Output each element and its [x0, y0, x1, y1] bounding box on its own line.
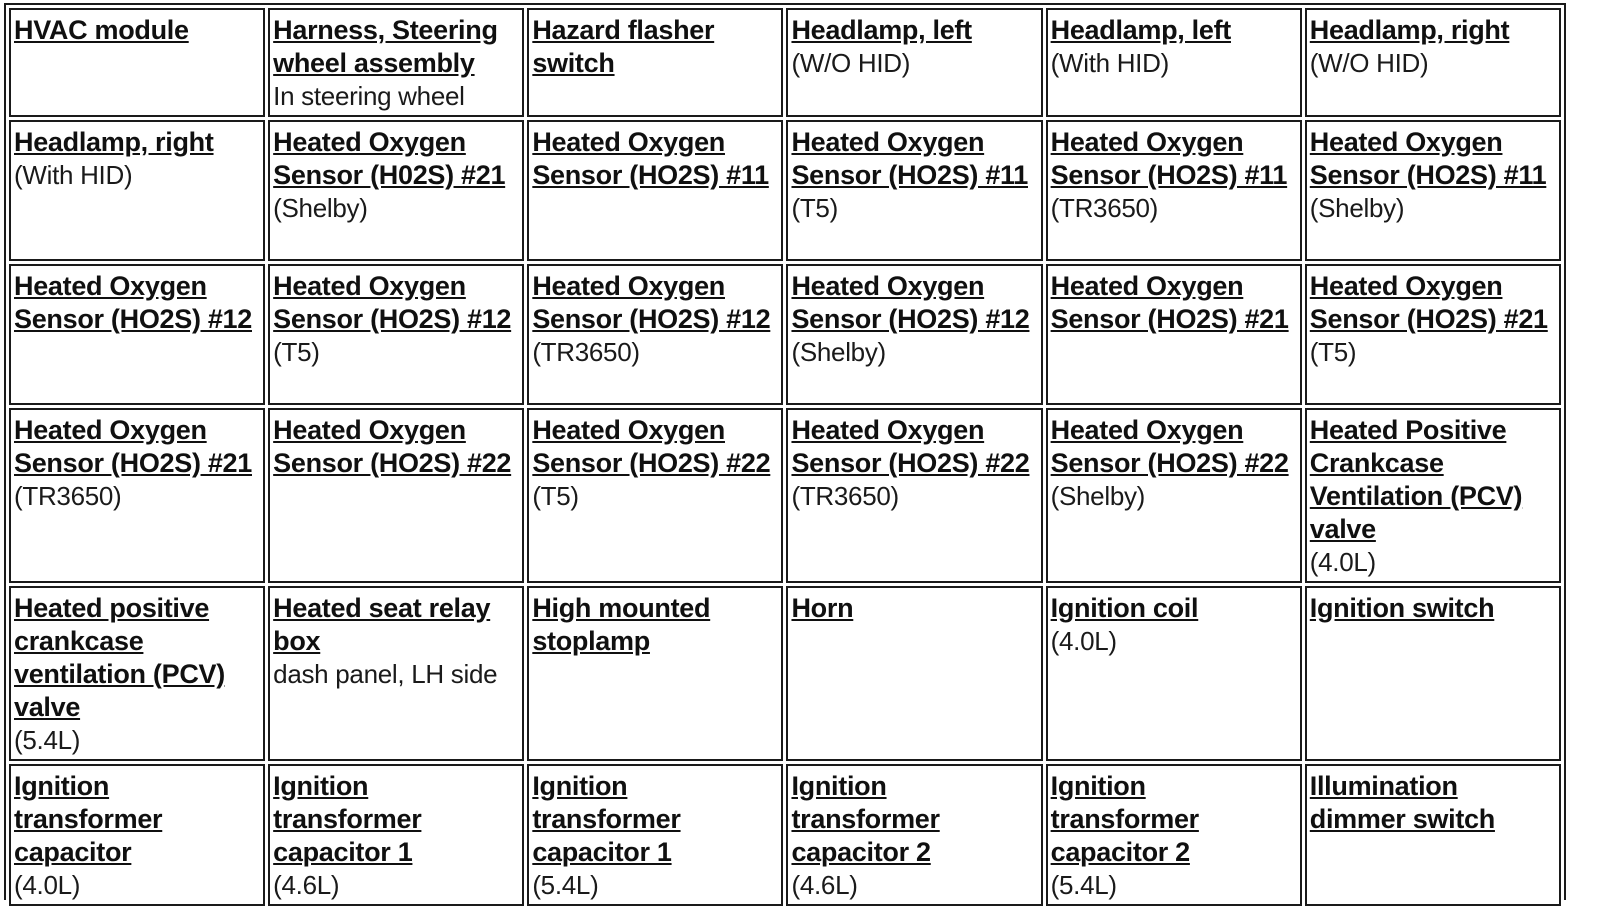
grid-cell: [786, 8, 1042, 117]
component-link[interactable]: Heated Oxygen Sensor (HO2S) #22: [1050, 415, 1289, 478]
component-note: (With HID): [1050, 48, 1169, 78]
grid-cell: [268, 8, 524, 117]
component-link[interactable]: Heated Positive Crankcase Ventilation (PCV) valve: [1309, 415, 1523, 544]
table-row: [9, 764, 1561, 906]
grid-cell: [527, 408, 783, 583]
component-index-grid: [4, 3, 1566, 900]
grid-cell: [1046, 764, 1302, 906]
component-note: (5.4L): [1050, 870, 1117, 900]
grid-cell: [527, 586, 783, 761]
grid-cell: [1305, 764, 1561, 906]
component-note: (4.6L): [791, 870, 858, 900]
grid-cell: [527, 264, 783, 405]
component-link[interactable]: Horn: [791, 593, 854, 623]
component-note: (4.0L): [14, 870, 81, 900]
component-link[interactable]: Heated Oxygen Sensor (HO2S) #11: [1309, 127, 1547, 190]
component-note: (Shelby): [1050, 481, 1146, 511]
component-note: (W/O HID): [791, 48, 911, 78]
component-note: (TR3650): [532, 337, 640, 367]
grid-cell: [1305, 8, 1561, 117]
component-link[interactable]: Heated Oxygen Sensor (H02S) #21: [273, 127, 506, 190]
component-table: [6, 5, 1564, 909]
component-link[interactable]: Heated Oxygen Sensor (HO2S) #21: [1050, 271, 1289, 334]
table-row: [9, 408, 1561, 583]
component-link[interactable]: Heated seat relay box: [273, 593, 491, 656]
grid-cell: [268, 408, 524, 583]
grid-cell: [268, 264, 524, 405]
component-link[interactable]: Heated Oxygen Sensor (HO2S) #22: [791, 415, 1030, 478]
component-note: (Shelby): [1309, 193, 1405, 223]
component-note: (5.4L): [14, 725, 81, 755]
component-link[interactable]: Headlamp, left: [791, 15, 972, 45]
grid-cell: [9, 120, 265, 261]
component-note: (TR3650): [1050, 193, 1159, 223]
grid-cell: [268, 120, 524, 261]
component-link[interactable]: Headlamp, right: [14, 127, 214, 157]
grid-cell: [1305, 120, 1561, 261]
component-note: (W/O HID): [1309, 48, 1429, 78]
grid-cell: [1305, 408, 1561, 583]
component-link[interactable]: Ignition coil: [1050, 593, 1199, 623]
component-note: (4.0L): [1309, 547, 1376, 577]
component-link[interactable]: Ignition transformer capacitor 1: [532, 771, 681, 867]
grid-cell: [268, 586, 524, 761]
component-link[interactable]: High mounted stoplamp: [532, 593, 711, 656]
component-link[interactable]: Heated Oxygen Sensor (HO2S) #21: [1309, 271, 1548, 334]
grid-cell: [1305, 264, 1561, 405]
table-row: [9, 586, 1561, 761]
grid-cell: [9, 764, 265, 906]
component-note: (4.0L): [1050, 626, 1117, 656]
grid-cell: [1046, 408, 1302, 583]
component-link[interactable]: Ignition transformer capacitor 1: [273, 771, 422, 867]
component-link[interactable]: Heated Oxygen Sensor (HO2S) #11: [791, 127, 1028, 190]
grid-cell: [9, 264, 265, 405]
component-link[interactable]: Headlamp, left: [1050, 15, 1231, 45]
grid-cell: [268, 764, 524, 906]
component-note: (TR3650): [14, 481, 122, 511]
component-link[interactable]: Heated Oxygen Sensor (HO2S) #12: [14, 271, 252, 334]
component-note: (Shelby): [273, 193, 368, 223]
grid-cell: [786, 764, 1042, 906]
grid-cell: [1046, 586, 1302, 761]
component-note: (T5): [1309, 337, 1357, 367]
grid-cell: [527, 764, 783, 906]
component-link[interactable]: Hazard flasher switch: [532, 15, 715, 78]
component-note: (T5): [532, 481, 579, 511]
grid-cell: [527, 120, 783, 261]
component-note: (Shelby): [791, 337, 886, 367]
component-note: (T5): [273, 337, 320, 367]
component-note: (4.6L): [273, 870, 340, 900]
component-link[interactable]: Heated Oxygen Sensor (HO2S) #12: [791, 271, 1030, 334]
grid-cell: [1046, 120, 1302, 261]
table-row: [9, 8, 1561, 117]
grid-cell: [9, 586, 265, 761]
component-link[interactable]: Heated Oxygen Sensor (HO2S) #22: [273, 415, 512, 478]
table-row: [9, 120, 1561, 261]
grid-cell: [527, 8, 783, 117]
component-link[interactable]: Heated Oxygen Sensor (HO2S) #22: [532, 415, 771, 478]
component-link[interactable]: Ignition switch: [1309, 593, 1495, 623]
component-link[interactable]: Illumination dimmer switch: [1309, 771, 1495, 834]
component-link[interactable]: Headlamp, right: [1309, 15, 1510, 45]
component-note: dash panel, LH side: [273, 659, 498, 689]
grid-cell: [1305, 586, 1561, 761]
component-link[interactable]: Heated Oxygen Sensor (HO2S) #12: [532, 271, 771, 334]
component-note: (T5): [791, 193, 838, 223]
component-link[interactable]: Heated positive crankcase ventilation (PCV) valve: [14, 593, 225, 722]
component-note: (With HID): [14, 160, 133, 190]
component-link[interactable]: Heated Oxygen Sensor (HO2S) #11: [532, 127, 769, 190]
table-row: [9, 264, 1561, 405]
grid-cell: [9, 8, 265, 117]
component-link[interactable]: HVAC module: [14, 15, 189, 45]
grid-cell: [1046, 264, 1302, 405]
component-note: (TR3650): [791, 481, 899, 511]
component-link[interactable]: Heated Oxygen Sensor (HO2S) #11: [1050, 127, 1288, 190]
grid-cell: [786, 586, 1042, 761]
component-link[interactable]: Heated Oxygen Sensor (HO2S) #12: [273, 271, 512, 334]
grid-cell: [1046, 8, 1302, 117]
grid-cell: [786, 120, 1042, 261]
component-link[interactable]: Ignition transformer capacitor 2: [1050, 771, 1199, 867]
component-link[interactable]: Ignition transformer capacitor 2: [791, 771, 940, 867]
grid-cell: [786, 264, 1042, 405]
component-note: In steering wheel: [273, 81, 465, 111]
component-link[interactable]: Heated Oxygen Sensor (HO2S) #21: [14, 415, 252, 478]
component-link[interactable]: Ignition transformer capacitor: [14, 771, 163, 867]
component-link[interactable]: Harness, Steering wheel assembly: [273, 15, 498, 78]
component-note: (5.4L): [532, 870, 599, 900]
grid-cell: [786, 408, 1042, 583]
grid-cell: [9, 408, 265, 583]
